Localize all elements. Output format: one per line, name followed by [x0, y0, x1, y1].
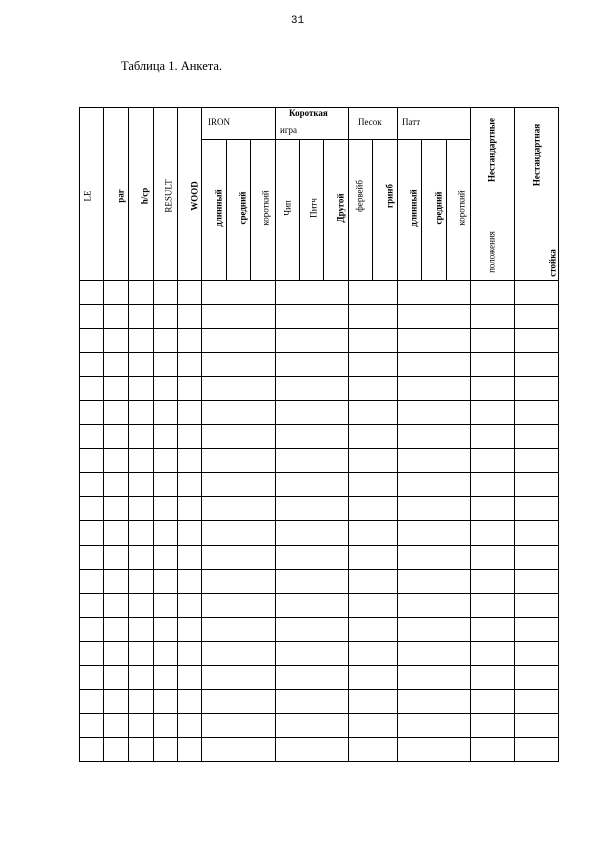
row-line — [79, 520, 559, 521]
header-pitch: Питч — [308, 198, 319, 218]
header-putt: Патт — [402, 117, 421, 127]
subcol-line — [421, 139, 422, 280]
header-other: Другой — [335, 193, 346, 223]
header-iron-short: короткий — [260, 190, 271, 226]
row-line — [79, 617, 559, 618]
header-iron: IRON — [208, 117, 230, 127]
col-line — [153, 107, 154, 762]
header-short-game: Короткая — [289, 108, 328, 118]
header-green-bunker: гринб — [384, 184, 395, 208]
row-line — [79, 376, 559, 377]
row-line — [79, 545, 559, 546]
header-uneven-stance-bottom: стойка — [547, 249, 558, 277]
header-par: par — [115, 189, 126, 203]
row-line — [79, 737, 559, 738]
header-hcp: h/cp — [139, 187, 150, 205]
row-line — [79, 689, 559, 690]
header-fairway-bunker: фервейб — [354, 180, 365, 212]
row-line — [79, 328, 559, 329]
row-line — [79, 665, 559, 666]
header-uneven-lies-top: Нестандартные — [486, 118, 497, 182]
header-uneven-stance-top: Нестандартная — [531, 123, 542, 187]
header-putt-short: короткий — [456, 190, 467, 226]
header-iron-mid: средний — [237, 191, 248, 225]
col-line — [397, 107, 398, 762]
row-line — [79, 713, 559, 714]
page-number: 31 — [290, 15, 305, 27]
row-line — [79, 352, 559, 353]
table-border-bottom — [79, 761, 559, 762]
row-line — [79, 304, 559, 305]
row-line — [79, 472, 559, 473]
table-caption: Таблица 1. Анкета. — [121, 59, 223, 73]
header-wood: WOOD — [189, 181, 200, 211]
header-uneven-lies-bottom: положения — [486, 231, 497, 273]
row-line — [79, 569, 559, 570]
col-line — [348, 107, 349, 762]
col-line — [103, 107, 104, 762]
subcol-line — [226, 139, 227, 280]
col-line — [275, 107, 276, 762]
row-line — [79, 496, 559, 497]
header-result: RESULT — [163, 179, 174, 213]
row-line — [79, 400, 559, 401]
header-chip: Чип — [282, 200, 293, 216]
col-line — [201, 107, 202, 762]
header-short-game-sub: игра — [280, 125, 298, 135]
table-border-left — [79, 107, 80, 762]
row-line — [79, 448, 559, 449]
header-le: LE — [82, 190, 93, 202]
group-header-line — [201, 139, 470, 140]
subcol-line — [323, 139, 324, 280]
subcol-line — [250, 139, 251, 280]
subcol-line — [372, 139, 373, 280]
col-line — [128, 107, 129, 762]
header-bottom-line — [79, 280, 559, 281]
header-sand: Песок — [358, 117, 382, 127]
header-putt-mid: средний — [433, 191, 444, 225]
col-line — [177, 107, 178, 762]
header-iron-long: длинный — [213, 189, 224, 227]
row-line — [79, 593, 559, 594]
header-putt-long: длинный — [408, 189, 419, 227]
subcol-line — [446, 139, 447, 280]
col-line — [470, 107, 471, 762]
col-line — [514, 107, 515, 762]
row-line — [79, 424, 559, 425]
subcol-line — [299, 139, 300, 280]
table-border-right — [558, 107, 559, 762]
row-line — [79, 641, 559, 642]
